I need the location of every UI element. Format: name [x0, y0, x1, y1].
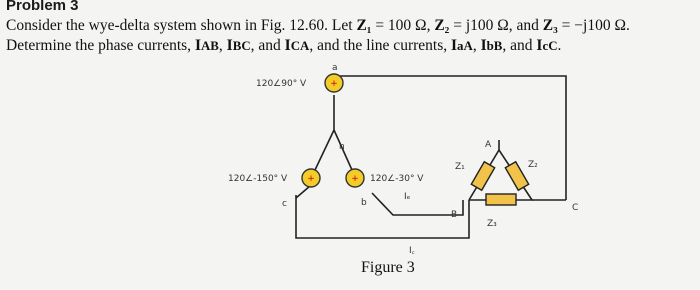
wire-middle — [372, 193, 463, 215]
statement-text: , and the line currents, — [309, 37, 451, 54]
vc-polarity-icon: + — [307, 174, 315, 184]
statement-text: = 100 Ω, — [371, 17, 435, 34]
node-c: c — [282, 199, 287, 209]
z1-resistor — [471, 162, 494, 191]
wire-bottom — [296, 195, 469, 238]
statement-text: , — [218, 37, 227, 54]
label-z3: Z₃ — [487, 219, 497, 229]
z3-resistor — [486, 194, 516, 205]
label-z1: Z₁ — [455, 162, 465, 172]
z3-symbol: Z₃ — [542, 17, 558, 34]
label-va: 120∠90° V — [256, 79, 307, 89]
node-b: b — [361, 198, 367, 208]
statement-text: = −j100 Ω. Determine the phase currents, — [6, 17, 630, 54]
ibb-symbol: IbB — [480, 37, 503, 54]
figure-caption: Figure 3 — [361, 259, 415, 276]
ibc-symbol: IBC — [226, 37, 251, 54]
problem-title: Problem 3 — [6, 0, 79, 14]
statement-text: Consider the wye-delta system shown in Fig. 12.60. Let — [6, 17, 357, 34]
statement-text: , — [472, 37, 481, 54]
node-n: n — [339, 142, 345, 152]
z1-symbol: Z₁ — [356, 17, 372, 34]
node-C: C — [572, 203, 579, 213]
label-vb: 120∠-30° V — [370, 174, 424, 184]
wire-vc-c — [296, 186, 310, 198]
node-B: B — [451, 210, 458, 220]
label-ib: Iₑ — [404, 192, 411, 202]
statement-text: . — [557, 37, 562, 54]
wire-n-vc — [315, 130, 334, 170]
statement-text: , and — [250, 37, 285, 54]
node-a: a — [332, 63, 338, 73]
ica-symbol: ICA — [284, 37, 310, 54]
va-polarity-icon: + — [330, 79, 338, 89]
label-ic: I꜀ — [409, 246, 415, 256]
statement-text: , and — [502, 37, 537, 54]
label-vc: 120∠-150° V — [228, 174, 288, 184]
z2-symbol: Z₂ — [434, 17, 450, 34]
wire-top — [334, 76, 566, 200]
statement-text: = j100 Ω, and — [449, 17, 543, 34]
iaa-symbol: IaA — [450, 37, 473, 54]
z2-resistor — [505, 162, 528, 191]
vb-polarity-icon: + — [351, 174, 359, 184]
label-z2: Z₂ — [528, 160, 538, 170]
iab-symbol: IAB — [194, 37, 219, 54]
icc-symbol: IcC — [536, 37, 558, 54]
node-A: A — [485, 140, 492, 150]
